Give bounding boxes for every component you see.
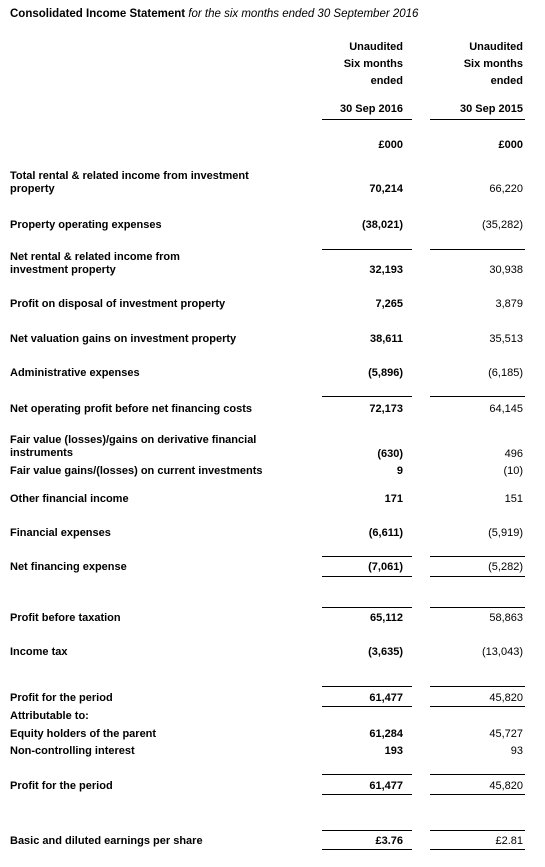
- row-fv-curr-2015: (10): [503, 465, 523, 477]
- row-fv-curr-label: Fair value gains/(losses) on current investments: [10, 465, 263, 477]
- row-attributable-label: Attributable to:: [10, 710, 89, 722]
- rule-before-pfp2-1: [322, 774, 412, 775]
- row-nci-2015: 93: [510, 745, 523, 757]
- row-disposal-label: Profit on disposal of investment property: [10, 298, 226, 310]
- row-pbt-2016: 65,112: [369, 612, 403, 624]
- row-pfp-2016: 61,477: [369, 692, 403, 704]
- row-pfp-2015: 45,820: [489, 692, 523, 704]
- col2-date-rule: [430, 119, 525, 120]
- row-total-rental-label: Total rental & related income from investment property: [10, 170, 249, 195]
- row-pbt-label: Profit before taxation: [10, 612, 121, 624]
- statement-title: [10, 8, 418, 20]
- row-fin-exp-label: Financial expenses: [10, 527, 111, 539]
- row-admin-2016: (5,896): [368, 367, 403, 379]
- row-net-rental-2016: 32,193: [369, 264, 403, 276]
- row-tax-2015: (13,043): [482, 646, 523, 658]
- rule-before-pbt-1: [322, 607, 412, 608]
- row-disposal-2015: 3,879: [495, 298, 523, 310]
- row-valuation-2016: 38,611: [369, 333, 403, 345]
- row-net-rental-label: Net rental & related income from investment property: [10, 251, 180, 276]
- row-valuation-label: Net valuation gains on investment property: [10, 333, 237, 345]
- row-net-op-2015: 64,145: [489, 403, 523, 415]
- rule-before-net-fin-1: [322, 556, 412, 557]
- row-total-rental-2016: 70,214: [369, 183, 403, 195]
- row-net-op-2016: 72,173: [369, 403, 403, 415]
- row-net-op-label: Net operating profit before net financing costs: [10, 403, 253, 415]
- rule-after-pfp2-2: [430, 794, 525, 795]
- rule-before-pfp2-2: [430, 774, 525, 775]
- row-other-fin-2016: 171: [384, 493, 403, 505]
- row-eps-2016: £3.76: [375, 835, 403, 847]
- row-fin-exp-2015: (5,919): [488, 527, 523, 539]
- rule-after-admin-1: [322, 396, 412, 397]
- row-valuation-2015: 35,513: [489, 333, 523, 345]
- col1-unit: £000: [378, 139, 403, 151]
- row-fin-exp-2016: (6,611): [368, 527, 403, 539]
- row-pfp2-label: Profit for the period: [10, 780, 113, 792]
- col1-date-rule: [322, 119, 412, 120]
- col1-header: Unaudited Six months ended: [343, 41, 403, 87]
- row-net-fin-2016: (7,061): [368, 561, 403, 573]
- rule-before-eps-2: [430, 830, 525, 831]
- row-eps-2015: £2.81: [495, 835, 523, 847]
- col2-date: 30 Sep 2015: [460, 103, 523, 115]
- rule-before-eps-1: [322, 830, 412, 831]
- rule-after-pfp2-1: [322, 794, 412, 795]
- rule-after-net-fin-2: [430, 576, 525, 577]
- row-fv-deriv-2015: 496: [504, 448, 523, 460]
- rule-before-net-fin-2: [430, 556, 525, 557]
- rule-after-pfp-1: [322, 706, 412, 707]
- row-equity-label: Equity holders of the parent: [10, 728, 157, 740]
- col1-date: 30 Sep 2016: [340, 103, 403, 115]
- row-fv-deriv-2016: (630): [377, 448, 403, 460]
- row-pfp-label: Profit for the period: [10, 692, 113, 704]
- row-eps-label: Basic and diluted earnings per share: [10, 835, 203, 847]
- row-admin-2015: (6,185): [488, 367, 523, 379]
- row-pfp2-2016: 61,477: [369, 780, 403, 792]
- rule-after-eps-1: [322, 849, 412, 850]
- rule-after-opex-1: [322, 249, 412, 250]
- title-italic: for the six months ended 30 September 2016: [188, 8, 419, 20]
- row-admin-label: Administrative expenses: [10, 367, 140, 379]
- row-total-rental-2015: 66,220: [489, 183, 523, 195]
- row-prop-opex-2016: (38,021): [362, 219, 403, 231]
- row-net-fin-2015: (5,282): [488, 561, 523, 573]
- rule-after-eps-2: [430, 849, 525, 850]
- row-equity-2015: 45,727: [489, 728, 523, 740]
- rule-before-pfp-1: [322, 686, 412, 687]
- rule-after-net-fin-1: [322, 576, 412, 577]
- col2-header: Unaudited Six months ended: [463, 41, 523, 87]
- rule-before-pbt-2: [430, 607, 525, 608]
- row-disposal-2016: 7,265: [375, 298, 403, 310]
- rule-after-pfp-2: [430, 706, 525, 707]
- row-prop-opex-label: Property operating expenses: [10, 219, 162, 231]
- col2-unit: £000: [498, 139, 523, 151]
- row-fv-curr-2016: 9: [396, 465, 403, 477]
- rule-before-pfp-2: [430, 686, 525, 687]
- row-other-fin-2015: 151: [504, 493, 523, 505]
- row-equity-2016: 61,284: [369, 728, 403, 740]
- row-nci-label: Non-controlling interest: [10, 745, 135, 757]
- title-bold: Consolidated Income Statement: [10, 8, 186, 20]
- rule-after-admin-2: [430, 396, 525, 397]
- row-nci-2016: 193: [384, 745, 403, 757]
- row-tax-2016: (3,635): [368, 646, 403, 658]
- row-pfp2-2015: 45,820: [489, 780, 523, 792]
- row-tax-label: Income tax: [10, 646, 68, 658]
- row-prop-opex-2015: (35,282): [482, 219, 523, 231]
- row-other-fin-label: Other financial income: [10, 493, 129, 505]
- rule-after-opex-2: [430, 249, 525, 250]
- row-net-fin-label: Net financing expense: [10, 561, 127, 573]
- row-pbt-2015: 58,863: [489, 612, 523, 624]
- row-fv-deriv-label: Fair value (losses)/gains on derivative financial instruments: [10, 434, 257, 459]
- row-net-rental-2015: 30,938: [489, 264, 523, 276]
